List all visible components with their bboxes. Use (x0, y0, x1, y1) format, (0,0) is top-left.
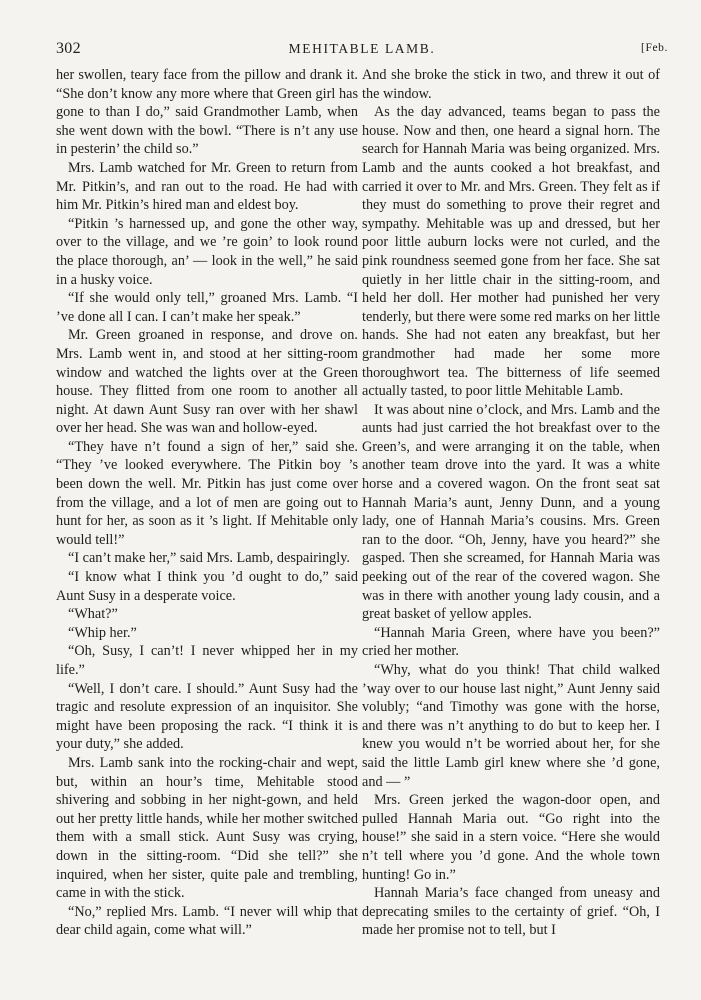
paragraph: “If she would only tell,” groaned Mrs. Lamb. “I ’ve done all I can. I can’t make her speak.” (56, 290, 358, 325)
paragraph: her swollen, teary face from the pillow and drank it. “She don’t know any more where that Green girl has gone to than I do,” said Grandmother Lamb, when she went down with the bowl. “There is n’t any use in pesterin’ the child so.” (56, 67, 358, 158)
page-number: 302 (56, 40, 81, 57)
paragraph: “Whip her.” (68, 624, 137, 641)
paragraph: “They have n’t found a sign of her,” said she. “They ’ve looked everywhere. The Pitkin boy ’s been down the well. Mr. Pitkin has just come over from the village, and a lot of men are going out to hunt for her, as soon as it ’s light. If Mehitable only would tell!” (56, 438, 358, 548)
paragraph: “No,” replied Mrs. Lamb. “I never will whip that dear child again, come what will.” (56, 903, 358, 939)
paragraph: “Oh, Susy, I can’t! I never whipped her in my life.” (56, 643, 358, 678)
running-title: MEHITABLE LAMB. (288, 41, 436, 56)
paragraph: “Pitkin ’s harnessed up, and gone the other way, over to the village, and we ’re goin’ to look round the place thorough, an’ — look in the well,” he said in a husky voice. (56, 215, 358, 288)
paragraph: As the day advanced, teams began to pass the house. Now and then, one heard a signal horn. The search for Hannah Maria was being organized. Mrs. Lamb and the aunts cooked a hot breakfast, and carried it over to Mr. and Mrs. Green. They felt as if they must do something to prove their regret and sympathy. Mehitable was up and dressed, but her poor little auburn locks were not curled, and the pink roundness seemed gone from her face. She sat quietly in her little chair in the sitting-room, and held her doll. Her mother had punished her very tenderly, but there were some red marks on her little hands. She had not eaten any breakfast, but her grandmother had made her some more thoroughwort tea. The bitterness of life seemed actually tasted, to poor little Mehitable Lamb. (362, 104, 660, 400)
right-column (362, 66, 660, 940)
paragraph: “I can’t make her,” said Mrs. Lamb, despairingly. (68, 550, 350, 567)
paragraph: Mrs. Green jerked the wagon-door open, and pulled Hannah Maria out. “Go right into the house!” she said in a stern voice. “Here she would n’t tell where you ’d gone. And the whole town hunting! Go in.” (362, 792, 660, 883)
paragraph: “Hannah Maria Green, where have you been?” cried her mother. (362, 624, 660, 660)
paragraph: Mr. Green groaned in response, and drove on. Mrs. Lamb went in, and stood at her sitting-room window and watched the lights over at the Green house. They flitted from one room to another all night. At dawn Aunt Susy ran over with her shawl over her head. She was wan and hollow-eyed. (56, 327, 358, 437)
paragraph: It was about nine o’clock, and Mrs. Lamb and the aunts had just carried the hot breakfast over to the Green’s, and were arranging it on the table, when another team drove into the yard. It was a white horse and a covered wagon. On the front seat sat Hannah Maria’s aunt, Jenny Dunn, and a young lady, one of Hannah Maria’s cousins. Mrs. Green ran to the door. “Oh, Jenny, have you heard?” she gasped. Then she screamed, for Hannah Maria was peeking out of the rear of the covered wagon. She was in there with another young lady cousin, and a great basket of yellow apples. (362, 401, 660, 623)
paragraph: “Why, what do you think! That child walked ’way over to our house last night,” Aunt Jenny said volubly; “and Timothy was gone with the horse, and there was n’t anything to do but to keep her. I knew you would n’t be worried about her, for she said the little Lamb girl knew where she ’d gone, and — ” (362, 662, 660, 790)
paragraph: “What?” (68, 606, 118, 623)
paragraph: “I know what I think you ’d ought to do,” said Aunt Susy in a desperate voice. (56, 569, 358, 604)
paragraph: Hannah Maria’s face changed from uneasy and deprecating smiles to the certainty of grief. “Oh, I made her promise not to tell, but I (362, 885, 660, 939)
paragraph: Mrs. Lamb sank into the rocking-chair and wept, but, within an hour’s time, Mehitable stood shivering and sobbing in her night-gown, and held out her pretty little hands, while her mother switched them with a small stick. Aunt Susy was crying, down in the sitting-room. “Did she tell?” she inquired, when her sister, quite pale and trembling, came in with the stick. (56, 754, 358, 902)
paragraph: “Well, I don’t care. I should.” Aunt Susy had the tragic and resolute expression of an inquisitor. She might have been proposing the rack. “I think it is your duty,” she added. (56, 680, 358, 753)
running-header (56, 40, 668, 60)
left-column (56, 66, 358, 940)
paragraph: Mrs. Lamb watched for Mr. Green to return from Mr. Pitkin’s, and ran out to the road. He had with him Mr. Pitkin’s hired man and eldest boy. (56, 159, 358, 214)
running-month: [Feb. (641, 42, 668, 54)
paragraph: And she broke the stick in two, and threw it out of the window. (362, 67, 660, 102)
